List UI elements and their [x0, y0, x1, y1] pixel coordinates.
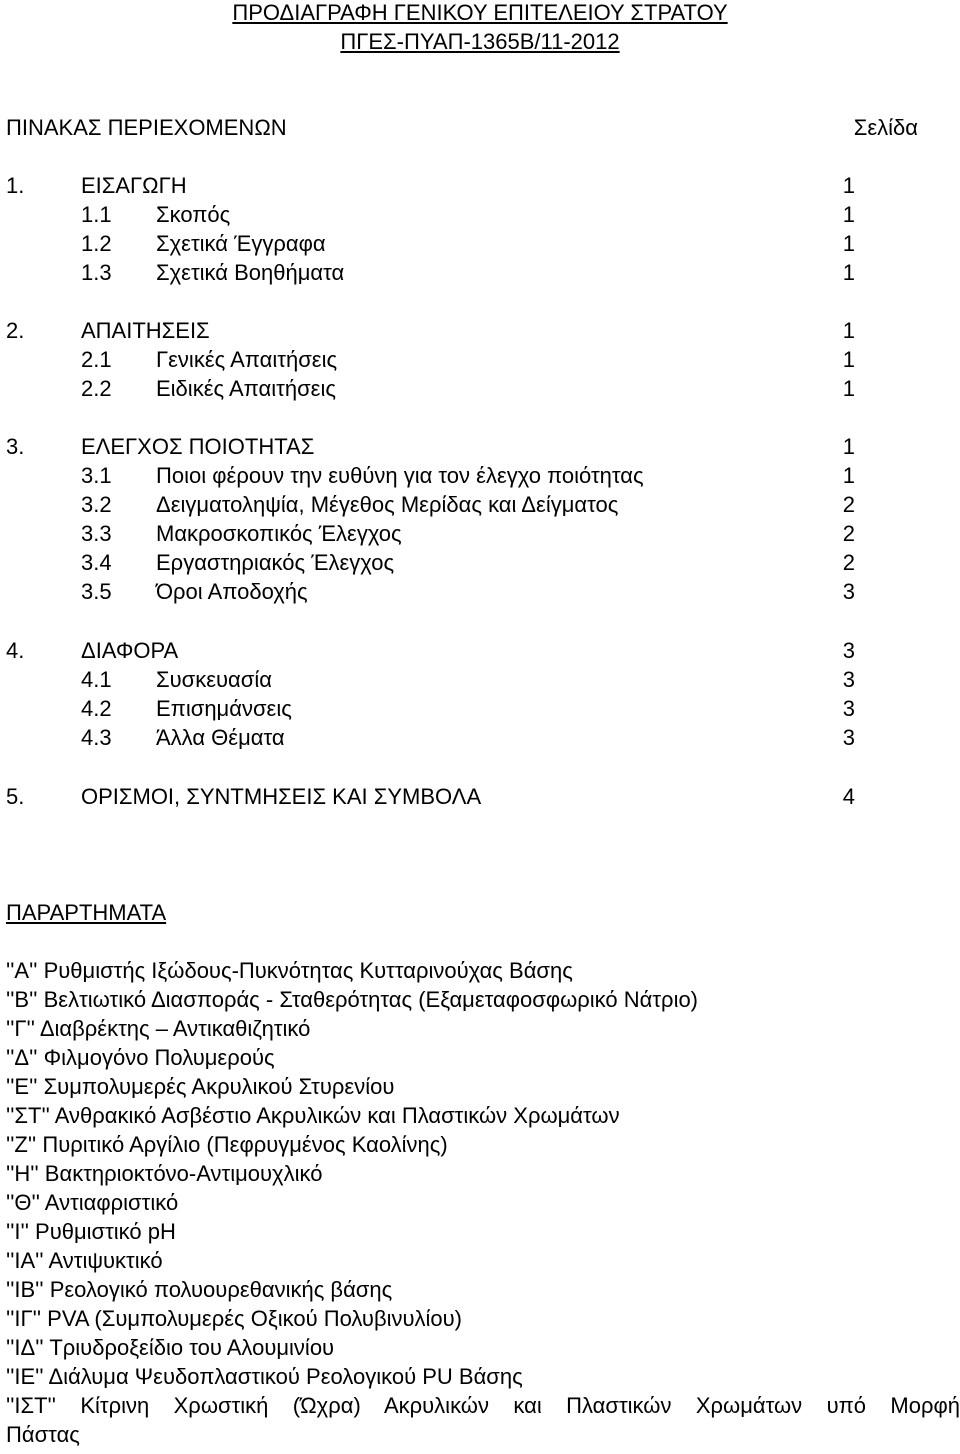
toc-item-page: 3 [842, 696, 855, 721]
toc-section-title: ΑΠΑΙΤΗΣΕΙΣ [81, 318, 210, 343]
toc-section-page: 1 [842, 318, 855, 343]
toc-item-page: 1 [842, 347, 855, 372]
appendix-item-continuation: Πάστας [6, 1422, 80, 1447]
appendix-item: ''ΙΒ'' Ρεολογικό πολυουρεθανικής βάσης [6, 1277, 393, 1302]
appendices-title: ΠΑΡΑΡΤΗΜΑΤΑ [6, 900, 167, 925]
toc-item-page: 2 [842, 550, 855, 575]
appendix-item: ''ΣΤ'' Ανθρακικό Ασβέστιο Ακρυλικών και Πλαστικών Χρωμάτων [6, 1103, 620, 1128]
toc-item-title: Εργαστηριακός Έλεγχος [156, 550, 395, 575]
appendix-item: ''Θ'' Αντιαφριστικό [6, 1190, 179, 1215]
toc-section-number: 1. [6, 173, 25, 198]
toc-item-number: 1.3 [81, 260, 112, 285]
appendix-item: ''ΙΔ'' Τριυδροξείδιο του Αλουμινίου [6, 1335, 335, 1360]
toc-item-title: Σχετικά Βοηθήματα [156, 260, 345, 285]
appendix-item: ''Α'' Ρυθμιστής Ιξώδους-Πυκνότητας Κυτταρινούχας Βάσης [6, 958, 573, 983]
toc-section-page: 4 [842, 784, 855, 809]
toc-item-page: 2 [842, 492, 855, 517]
toc-item-number: 4.3 [81, 725, 112, 750]
toc-item-page: 3 [842, 725, 855, 750]
toc-item-page: 1 [842, 231, 855, 256]
toc-title: ΠΙΝΑΚΑΣ ΠΕΡΙΕΧΟΜΕΝΩΝ [6, 115, 287, 140]
toc-item-number: 3.1 [81, 463, 112, 488]
toc-item-number: 3.5 [81, 579, 112, 604]
appendix-item: ''Γ'' Διαβρέκτης – Αντικαθιζητικό [6, 1016, 311, 1041]
toc-item-title: Δειγματοληψία, Μέγεθος Μερίδας και Δείγματος [156, 492, 619, 517]
appendix-item: ''ΙΕ'' Διάλυμα Ψευδοπλαστικού Ρεολογικού PU Βάσης [6, 1364, 523, 1389]
toc-section-title: ΟΡΙΣΜΟΙ, ΣΥΝΤΜΗΣΕΙΣ ΚΑΙ ΣΥΜΒΟΛΑ [81, 784, 482, 809]
toc-item-title: Συσκευασία [156, 667, 272, 692]
appendix-item: ''Β'' Βελτιωτικό Διασποράς - Σταθερότητας (Εξαμεταφοσφωρικό Νάτριο) [6, 987, 699, 1012]
toc-item-page: 1 [842, 376, 855, 401]
toc-item-number: 2.2 [81, 376, 112, 401]
toc-item-page: 3 [842, 667, 855, 692]
toc-item-page: 1 [842, 260, 855, 285]
appendix-item: ''Ζ'' Πυριτικό Αργίλιο (Πεφρυγμένος Καολίνης) [6, 1132, 448, 1157]
spec-code: ΠΓΕΣ-ΠΥΑΠ-1365Β/11-2012 [340, 29, 620, 54]
appendix-item: ''ΙΣΤ'' Κίτρινη Χρωστική (Ώχρα) Ακρυλικών και Πλαστικών Χρωμάτων υπό Μορφή [6, 1393, 960, 1418]
appendix-item: ''ΙΓ'' PVA (Συμπολυμερές Οξικού Πολυβινυλίου) [6, 1306, 462, 1331]
toc-section-title: ΕΙΣΑΓΩΓΗ [81, 173, 187, 198]
toc-item-number: 2.1 [81, 347, 112, 372]
toc-item-number: 1.1 [81, 202, 112, 227]
toc-item-title: Σκοπός [156, 202, 231, 227]
appendix-item: ''ΙΑ'' Αντιψυκτικό [6, 1248, 163, 1273]
toc-section-number: 5. [6, 784, 25, 809]
toc-item-title: Όροι Αποδοχής [156, 579, 308, 604]
toc-item-number: 1.2 [81, 231, 112, 256]
appendix-item: ''Ι'' Ρυθμιστικό pH [6, 1219, 176, 1244]
toc-item-title: Γενικές Απαιτήσεις [156, 347, 338, 372]
toc-item-number: 3.2 [81, 492, 112, 517]
toc-section-title: ΕΛΕΓΧΟΣ ΠΟΙΟΤΗΤΑΣ [81, 434, 315, 459]
appendix-item: ''Η'' Βακτηριοκτόνο-Αντιμουχλικό [6, 1161, 323, 1186]
toc-section-number: 2. [6, 318, 25, 343]
spec-title: ΠΡΟΔΙΑΓΡΑΦΗ ΓΕΝΙΚΟΥ ΕΠΙΤΕΛΕΙΟΥ ΣΤΡΑΤΟΥ [232, 0, 728, 25]
toc-item-title: Μακροσκοπικός Έλεγχος [156, 521, 402, 546]
toc-section-number: 3. [6, 434, 25, 459]
toc-section-page: 1 [842, 173, 855, 198]
toc-item-page: 1 [842, 463, 855, 488]
appendix-item: ''Ε'' Συμπολυμερές Ακρυλικού Στυρενίου [6, 1074, 395, 1099]
toc-item-number: 3.4 [81, 550, 112, 575]
toc-item-number: 4.1 [81, 667, 112, 692]
toc-item-number: 3.3 [81, 521, 112, 546]
toc-item-number: 4.2 [81, 696, 112, 721]
page-column-header: Σελίδα [853, 115, 918, 140]
toc-item-title: Ειδικές Απαιτήσεις [156, 376, 336, 401]
toc-item-page: 3 [842, 579, 855, 604]
toc-section-title: ΔΙΑΦΟΡΑ [81, 638, 179, 663]
toc-item-title: Επισημάνσεις [156, 696, 292, 721]
toc-section-page: 1 [842, 434, 855, 459]
toc-item-title: Ποιοι φέρουν την ευθύνη για τον έλεγχο ποιότητας [156, 463, 644, 488]
toc-item-page: 2 [842, 521, 855, 546]
toc-item-page: 1 [842, 202, 855, 227]
appendix-item: ''Δ'' Φιλμογόνο Πολυμερούς [6, 1045, 275, 1070]
toc-item-title: Σχετικά Έγγραφα [156, 231, 326, 256]
toc-section-number: 4. [6, 638, 25, 663]
toc-section-page: 3 [842, 638, 855, 663]
toc-item-title: Άλλα Θέματα [156, 725, 285, 750]
